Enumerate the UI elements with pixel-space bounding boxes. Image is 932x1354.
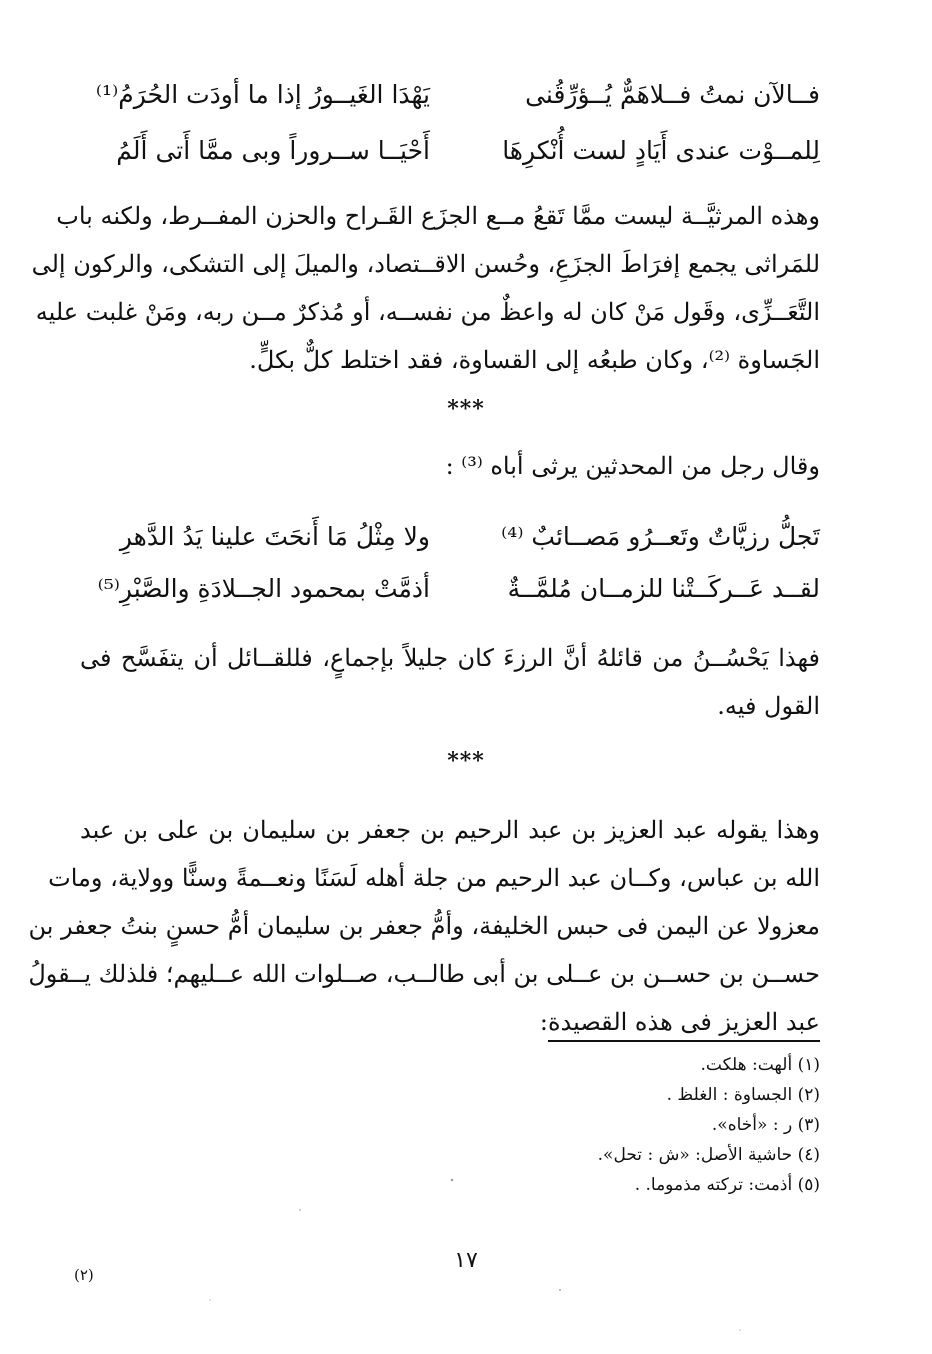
verse-second-hemistich: يَهْدَا الغَيــورُ إذا ما أودَت الحُرَمُ⁽¹⁾ xyxy=(95,79,430,109)
section-separator: *** xyxy=(447,748,485,774)
paragraph-line: وهذه المرثيَّــة ليست ممَّا تَقعُ مــع الجزَع القَـراح والحزن المفــرط، ولكنه باب xyxy=(56,202,820,230)
verse-second-hemistich: أذمَّتْ بمحمود الجــلادَةِ والصَّبْرِ⁽⁵⁾ xyxy=(97,573,430,603)
prose-paragraph xyxy=(28,806,820,1046)
footnote: (٢) الجساوة : الغلظ . xyxy=(666,1085,820,1105)
paragraph-line: فهذا يَحْسُــنُ من قائلهُ أنَّ الرزءَ كان جليلاً بإجماعٍ، فللقــائل أن يتفَسَّح فى xyxy=(80,644,820,672)
section-separator: *** xyxy=(447,396,485,422)
paragraph-line: حســن بن حســن بن عــلى بن أبى طالــب، صــلوات الله عــليهم؛ فلذلك يــقولُ xyxy=(28,960,820,988)
verse-introduction: وقال رجل من المحدثين يرثى أباه ⁽³⁾ : xyxy=(445,452,820,480)
paragraph-line: عبد العزيز فى هذه القصيدة: xyxy=(539,1008,820,1036)
prose-paragraph xyxy=(31,192,820,384)
footnote: (٤) حاشية الأصل: «ش : تحل». xyxy=(597,1145,820,1165)
verse-first-hemistich: لقــد عَــركَــتْنا للزمــان مُلمَّــةٌ xyxy=(507,573,820,603)
verse-line xyxy=(80,72,820,116)
footnotes xyxy=(420,1050,820,1200)
paragraph-line: الجَساوة ⁽²⁾، وكان طبعُه إلى القساوة، فقد اختلط كلٌّ بكلٍّ. xyxy=(249,346,820,374)
signature-mark: (٢) xyxy=(74,1266,94,1284)
verse-first-hemistich: تَجلُّ رزيَّاتٌ وتَعــرُو مَصــائبٌ ⁽⁴⁾ xyxy=(501,521,820,551)
prose-paragraph xyxy=(80,634,820,730)
paragraph-line: التَّعَــزِّى، وقَول مَنْ كان له واعظٌ من نفســه، أو مُذكرٌ مــن ربه، ومَنْ غلبت عليه xyxy=(35,298,820,326)
paragraph-line: الله بن عباس، وكــان عبد الرحيم من جلة أهله لَسَنًا ونعــمةً وسنًّا وولاية، ومات xyxy=(48,864,820,892)
paragraph-line: للمَراثى يجمع إفرَاطَ الجزَعِ، وحُسن الاقــتصاد، والميلَ إلى التشكى، والركون إلى xyxy=(31,250,820,278)
verse-first-hemistich: فــالآن نمتُ فــلاهَمٌّ يُــؤرِّقُنى xyxy=(525,79,820,109)
page-number: ١٧ xyxy=(454,1248,478,1273)
paragraph-line: معزولا عن اليمن فى حبس الخليفة، وأمُّ جعفر بن سليمان أمُّ حسنٍ بنتُ جعفر بن xyxy=(28,912,820,940)
verse-second-hemistich: ولا مِثْلُ مَا أَنحَتَ علينا يَدُ الدَّهرِ xyxy=(119,521,430,551)
footnote: (٥) أذمت: تركته مذموما. . xyxy=(634,1175,820,1195)
verse-line xyxy=(80,128,820,172)
verse-second-hemistich: أَحْيَــا ســروراً وبى ممَّا أَتى أَلَمُ xyxy=(116,135,430,165)
footnote-divider xyxy=(548,1040,820,1042)
verse-line xyxy=(80,566,820,610)
footnote: (١) ألهت: هلكت. xyxy=(700,1055,820,1075)
paragraph-line: وهذا يقوله عبد العزيز بن عبد الرحيم بن جعفر بن سليمان بن على بن عبد xyxy=(80,816,820,844)
paragraph-line: القول فيه. xyxy=(717,692,820,720)
verse-line xyxy=(80,514,820,558)
footnote: (٣) ر : «أخاه». xyxy=(711,1115,820,1135)
verse-first-hemistich: لِلمــوْت عندى أَيَادٍ لست أُنْكرِهَا xyxy=(502,135,820,165)
